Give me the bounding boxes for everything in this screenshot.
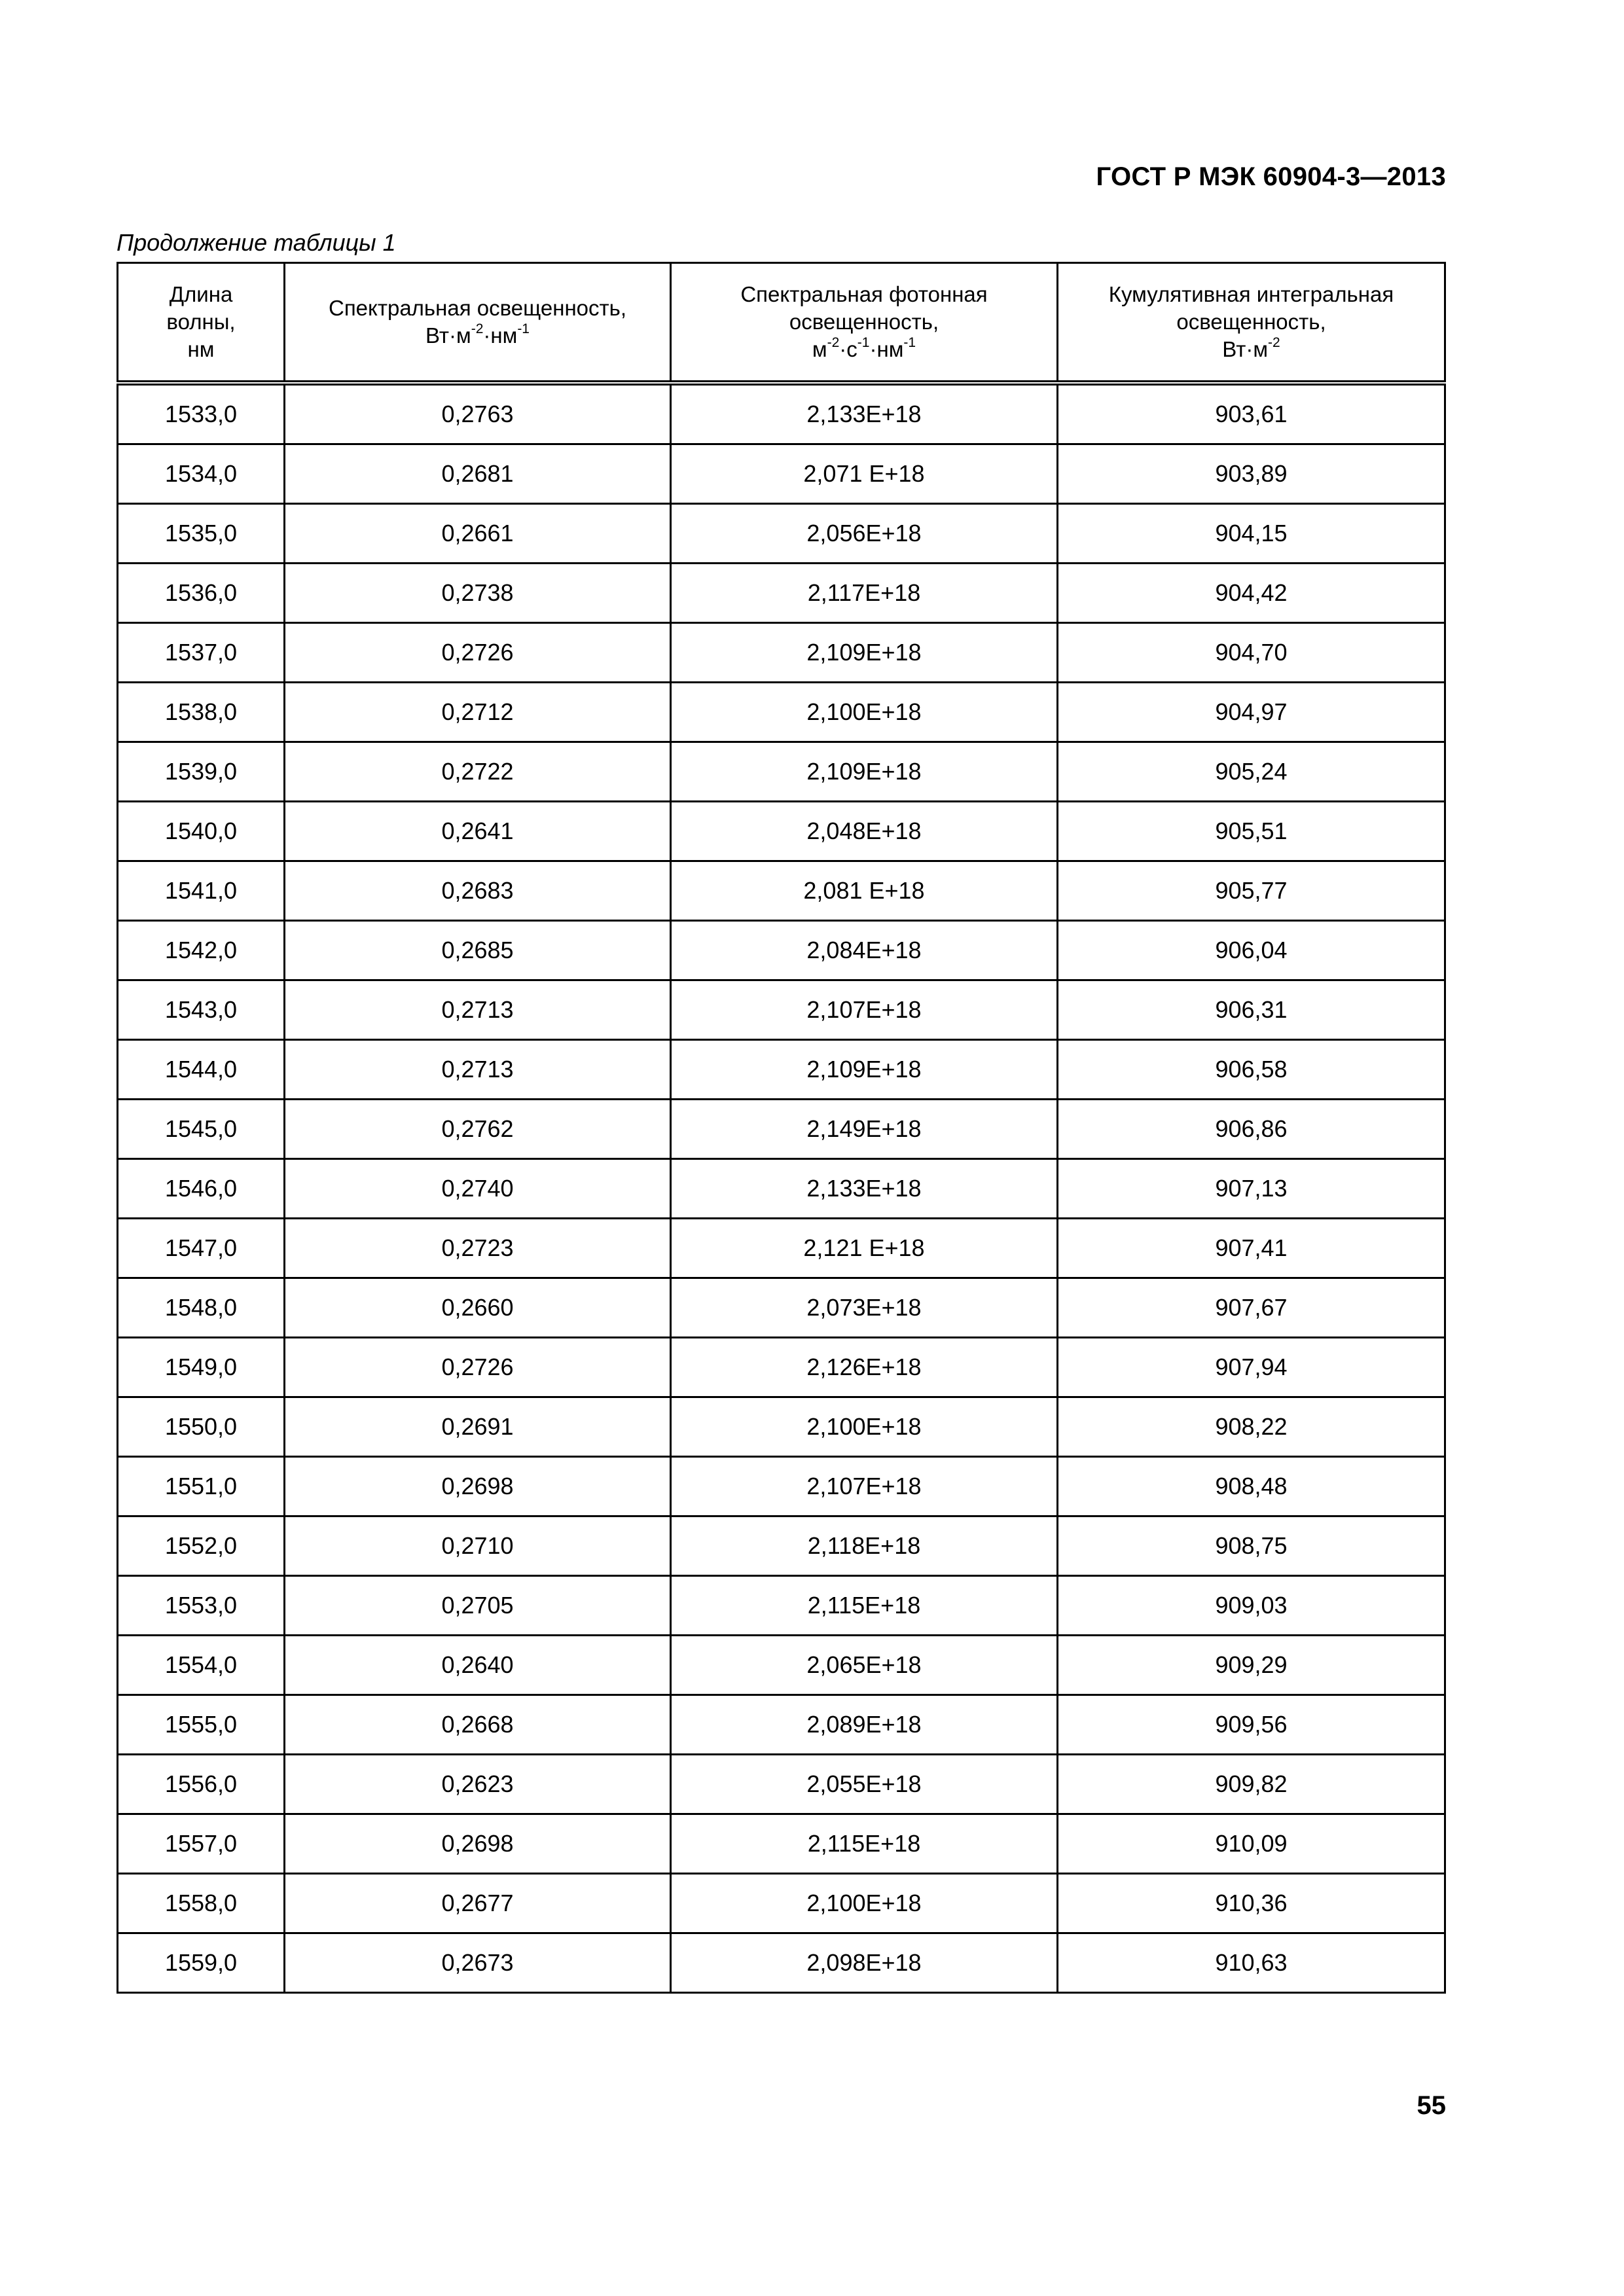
cell-cumulative-irradiance: 907,94 bbox=[1058, 1338, 1445, 1397]
cell-spectral-irradiance: 0,2726 bbox=[285, 1338, 671, 1397]
cell-wavelength: 1543,0 bbox=[118, 980, 285, 1040]
cell-spectral-irradiance: 0,2740 bbox=[285, 1159, 671, 1219]
cell-cumulative-irradiance: 907,13 bbox=[1058, 1159, 1445, 1219]
cell-photon-irradiance: 2,098E+18 bbox=[671, 1933, 1058, 1993]
cell-cumulative-irradiance: 905,51 bbox=[1058, 802, 1445, 861]
cell-photon-irradiance: 2,149E+18 bbox=[671, 1100, 1058, 1159]
table-row bbox=[118, 1695, 1445, 1755]
table-row bbox=[118, 802, 1445, 861]
cell-wavelength: 1548,0 bbox=[118, 1278, 285, 1338]
cell-photon-irradiance: 2,118E+18 bbox=[671, 1516, 1058, 1576]
cell-cumulative-irradiance: 904,42 bbox=[1058, 564, 1445, 623]
cell-cumulative-irradiance: 904,70 bbox=[1058, 623, 1445, 683]
cell-cumulative-irradiance: 903,89 bbox=[1058, 444, 1445, 504]
cell-cumulative-irradiance: 905,77 bbox=[1058, 861, 1445, 921]
unit-exponent: -1 bbox=[517, 321, 530, 336]
cell-photon-irradiance: 2,109E+18 bbox=[671, 623, 1058, 683]
cell-wavelength: 1535,0 bbox=[118, 504, 285, 564]
table-row bbox=[118, 1874, 1445, 1933]
cell-wavelength: 1556,0 bbox=[118, 1755, 285, 1814]
cell-cumulative-irradiance: 907,41 bbox=[1058, 1219, 1445, 1278]
cell-photon-irradiance: 2,055E+18 bbox=[671, 1755, 1058, 1814]
table-row bbox=[118, 383, 1445, 444]
column-header-spectral-irradiance bbox=[285, 263, 671, 384]
cell-wavelength: 1534,0 bbox=[118, 444, 285, 504]
cell-wavelength: 1553,0 bbox=[118, 1576, 285, 1636]
table-row bbox=[118, 1397, 1445, 1457]
page-number: 55 bbox=[1416, 2091, 1446, 2120]
cell-wavelength: 1549,0 bbox=[118, 1338, 285, 1397]
table-row bbox=[118, 564, 1445, 623]
cell-cumulative-irradiance: 906,31 bbox=[1058, 980, 1445, 1040]
table-row bbox=[118, 1278, 1445, 1338]
header-unit: нм bbox=[187, 337, 215, 361]
column-header-spectral-photon-irradiance bbox=[671, 263, 1058, 384]
cell-spectral-irradiance: 0,2713 bbox=[285, 980, 671, 1040]
cell-cumulative-irradiance: 909,03 bbox=[1058, 1576, 1445, 1636]
cell-wavelength: 1538,0 bbox=[118, 683, 285, 742]
cell-spectral-irradiance: 0,2683 bbox=[285, 861, 671, 921]
header-text: Спектральная освещенность, bbox=[328, 296, 627, 320]
table-row bbox=[118, 980, 1445, 1040]
header-text: Спектральная фотонная bbox=[740, 282, 988, 306]
cell-photon-irradiance: 2,121 E+18 bbox=[671, 1219, 1058, 1278]
cell-cumulative-irradiance: 904,97 bbox=[1058, 683, 1445, 742]
table-row bbox=[118, 742, 1445, 802]
table-body bbox=[118, 383, 1445, 1993]
cell-cumulative-irradiance: 908,22 bbox=[1058, 1397, 1445, 1457]
table-row bbox=[118, 683, 1445, 742]
header-text: освещенность, bbox=[789, 310, 939, 334]
cell-spectral-irradiance: 0,2698 bbox=[285, 1457, 671, 1516]
unit-part: ·нм bbox=[869, 337, 904, 361]
cell-photon-irradiance: 2,100E+18 bbox=[671, 1874, 1058, 1933]
cell-photon-irradiance: 2,107E+18 bbox=[671, 1457, 1058, 1516]
cell-wavelength: 1537,0 bbox=[118, 623, 285, 683]
cell-wavelength: 1558,0 bbox=[118, 1874, 285, 1933]
header-unit bbox=[425, 323, 530, 348]
cell-spectral-irradiance: 0,2722 bbox=[285, 742, 671, 802]
cell-spectral-irradiance: 0,2660 bbox=[285, 1278, 671, 1338]
table-row bbox=[118, 1516, 1445, 1576]
cell-photon-irradiance: 2,100E+18 bbox=[671, 683, 1058, 742]
cell-cumulative-irradiance: 910,36 bbox=[1058, 1874, 1445, 1933]
table-caption: Продолжение таблицы 1 bbox=[117, 229, 396, 256]
cell-photon-irradiance: 2,133E+18 bbox=[671, 1159, 1058, 1219]
header-text: освещенность, bbox=[1176, 310, 1326, 334]
cell-photon-irradiance: 2,081 E+18 bbox=[671, 861, 1058, 921]
table-row bbox=[118, 1338, 1445, 1397]
unit-exponent: -2 bbox=[827, 335, 840, 350]
cell-spectral-irradiance: 0,2712 bbox=[285, 683, 671, 742]
unit-part: Вт·м bbox=[425, 323, 471, 348]
cell-photon-irradiance: 2,109E+18 bbox=[671, 1040, 1058, 1100]
cell-photon-irradiance: 2,126E+18 bbox=[671, 1338, 1058, 1397]
cell-spectral-irradiance: 0,2623 bbox=[285, 1755, 671, 1814]
cell-wavelength: 1546,0 bbox=[118, 1159, 285, 1219]
cell-spectral-irradiance: 0,2641 bbox=[285, 802, 671, 861]
cell-photon-irradiance: 2,115E+18 bbox=[671, 1576, 1058, 1636]
cell-spectral-irradiance: 0,2691 bbox=[285, 1397, 671, 1457]
cell-spectral-irradiance: 0,2710 bbox=[285, 1516, 671, 1576]
cell-wavelength: 1557,0 bbox=[118, 1814, 285, 1874]
cell-wavelength: 1536,0 bbox=[118, 564, 285, 623]
header-text: Длина bbox=[169, 282, 233, 306]
cell-cumulative-irradiance: 910,09 bbox=[1058, 1814, 1445, 1874]
unit-part: ·с bbox=[839, 337, 857, 361]
cell-cumulative-irradiance: 909,82 bbox=[1058, 1755, 1445, 1814]
column-header-wavelength bbox=[118, 263, 285, 384]
table-row bbox=[118, 921, 1445, 980]
cell-wavelength: 1540,0 bbox=[118, 802, 285, 861]
unit-part: м bbox=[812, 337, 827, 361]
table-row bbox=[118, 1159, 1445, 1219]
cell-wavelength: 1559,0 bbox=[118, 1933, 285, 1993]
cell-wavelength: 1555,0 bbox=[118, 1695, 285, 1755]
cell-wavelength: 1547,0 bbox=[118, 1219, 285, 1278]
header-unit bbox=[1222, 337, 1280, 361]
cell-photon-irradiance: 2,115E+18 bbox=[671, 1814, 1058, 1874]
cell-spectral-irradiance: 0,2661 bbox=[285, 504, 671, 564]
cell-wavelength: 1545,0 bbox=[118, 1100, 285, 1159]
table-row bbox=[118, 861, 1445, 921]
table-row bbox=[118, 1755, 1445, 1814]
table-row bbox=[118, 1040, 1445, 1100]
unit-exponent: -2 bbox=[471, 321, 484, 336]
cell-spectral-irradiance: 0,2685 bbox=[285, 921, 671, 980]
cell-spectral-irradiance: 0,2723 bbox=[285, 1219, 671, 1278]
cell-photon-irradiance: 2,048E+18 bbox=[671, 802, 1058, 861]
cell-cumulative-irradiance: 908,75 bbox=[1058, 1516, 1445, 1576]
cell-photon-irradiance: 2,109E+18 bbox=[671, 742, 1058, 802]
unit-part: Вт·м bbox=[1222, 337, 1269, 361]
column-header-cumulative-irradiance bbox=[1058, 263, 1445, 384]
cell-cumulative-irradiance: 908,48 bbox=[1058, 1457, 1445, 1516]
cell-spectral-irradiance: 0,2763 bbox=[285, 383, 671, 444]
cell-wavelength: 1533,0 bbox=[118, 383, 285, 444]
unit-exponent: -2 bbox=[1268, 335, 1280, 350]
cell-cumulative-irradiance: 906,58 bbox=[1058, 1040, 1445, 1100]
table-row bbox=[118, 1100, 1445, 1159]
cell-wavelength: 1541,0 bbox=[118, 861, 285, 921]
document-code: ГОСТ Р МЭК 60904-3—2013 bbox=[1096, 162, 1446, 191]
cell-cumulative-irradiance: 910,63 bbox=[1058, 1933, 1445, 1993]
cell-photon-irradiance: 2,056E+18 bbox=[671, 504, 1058, 564]
table-row bbox=[118, 1576, 1445, 1636]
cell-spectral-irradiance: 0,2640 bbox=[285, 1636, 671, 1695]
table-row bbox=[118, 1457, 1445, 1516]
cell-wavelength: 1544,0 bbox=[118, 1040, 285, 1100]
cell-wavelength: 1550,0 bbox=[118, 1397, 285, 1457]
cell-spectral-irradiance: 0,2738 bbox=[285, 564, 671, 623]
cell-cumulative-irradiance: 909,29 bbox=[1058, 1636, 1445, 1695]
table-row bbox=[118, 1219, 1445, 1278]
cell-cumulative-irradiance: 903,61 bbox=[1058, 383, 1445, 444]
cell-spectral-irradiance: 0,2762 bbox=[285, 1100, 671, 1159]
cell-spectral-irradiance: 0,2705 bbox=[285, 1576, 671, 1636]
cell-photon-irradiance: 2,089E+18 bbox=[671, 1695, 1058, 1755]
table-header bbox=[118, 263, 1445, 384]
cell-wavelength: 1542,0 bbox=[118, 921, 285, 980]
unit-exponent: -1 bbox=[903, 335, 916, 350]
cell-cumulative-irradiance: 907,67 bbox=[1058, 1278, 1445, 1338]
header-text: волны, bbox=[166, 310, 236, 334]
header-text: Кумулятивная интегральная bbox=[1108, 282, 1394, 306]
cell-cumulative-irradiance: 904,15 bbox=[1058, 504, 1445, 564]
header-unit bbox=[812, 337, 916, 361]
cell-photon-irradiance: 2,073E+18 bbox=[671, 1278, 1058, 1338]
cell-photon-irradiance: 2,117E+18 bbox=[671, 564, 1058, 623]
cell-wavelength: 1551,0 bbox=[118, 1457, 285, 1516]
cell-cumulative-irradiance: 905,24 bbox=[1058, 742, 1445, 802]
cell-spectral-irradiance: 0,2726 bbox=[285, 623, 671, 683]
spectral-data-table bbox=[117, 262, 1446, 1994]
cell-photon-irradiance: 2,071 E+18 bbox=[671, 444, 1058, 504]
table-row bbox=[118, 1636, 1445, 1695]
cell-cumulative-irradiance: 906,04 bbox=[1058, 921, 1445, 980]
unit-part: ·нм bbox=[483, 323, 518, 348]
cell-spectral-irradiance: 0,2713 bbox=[285, 1040, 671, 1100]
cell-spectral-irradiance: 0,2677 bbox=[285, 1874, 671, 1933]
cell-photon-irradiance: 2,100E+18 bbox=[671, 1397, 1058, 1457]
cell-cumulative-irradiance: 909,56 bbox=[1058, 1695, 1445, 1755]
cell-spectral-irradiance: 0,2668 bbox=[285, 1695, 671, 1755]
cell-photon-irradiance: 2,133E+18 bbox=[671, 383, 1058, 444]
cell-wavelength: 1554,0 bbox=[118, 1636, 285, 1695]
table-row bbox=[118, 444, 1445, 504]
table-row bbox=[118, 1814, 1445, 1874]
table-row bbox=[118, 623, 1445, 683]
cell-spectral-irradiance: 0,2698 bbox=[285, 1814, 671, 1874]
table-row bbox=[118, 504, 1445, 564]
unit-exponent: -1 bbox=[857, 335, 870, 350]
table-header-row bbox=[118, 263, 1445, 384]
cell-photon-irradiance: 2,107E+18 bbox=[671, 980, 1058, 1040]
cell-cumulative-irradiance: 906,86 bbox=[1058, 1100, 1445, 1159]
cell-wavelength: 1539,0 bbox=[118, 742, 285, 802]
cell-photon-irradiance: 2,065E+18 bbox=[671, 1636, 1058, 1695]
cell-spectral-irradiance: 0,2681 bbox=[285, 444, 671, 504]
cell-photon-irradiance: 2,084E+18 bbox=[671, 921, 1058, 980]
table-row bbox=[118, 1933, 1445, 1993]
cell-spectral-irradiance: 0,2673 bbox=[285, 1933, 671, 1993]
cell-wavelength: 1552,0 bbox=[118, 1516, 285, 1576]
